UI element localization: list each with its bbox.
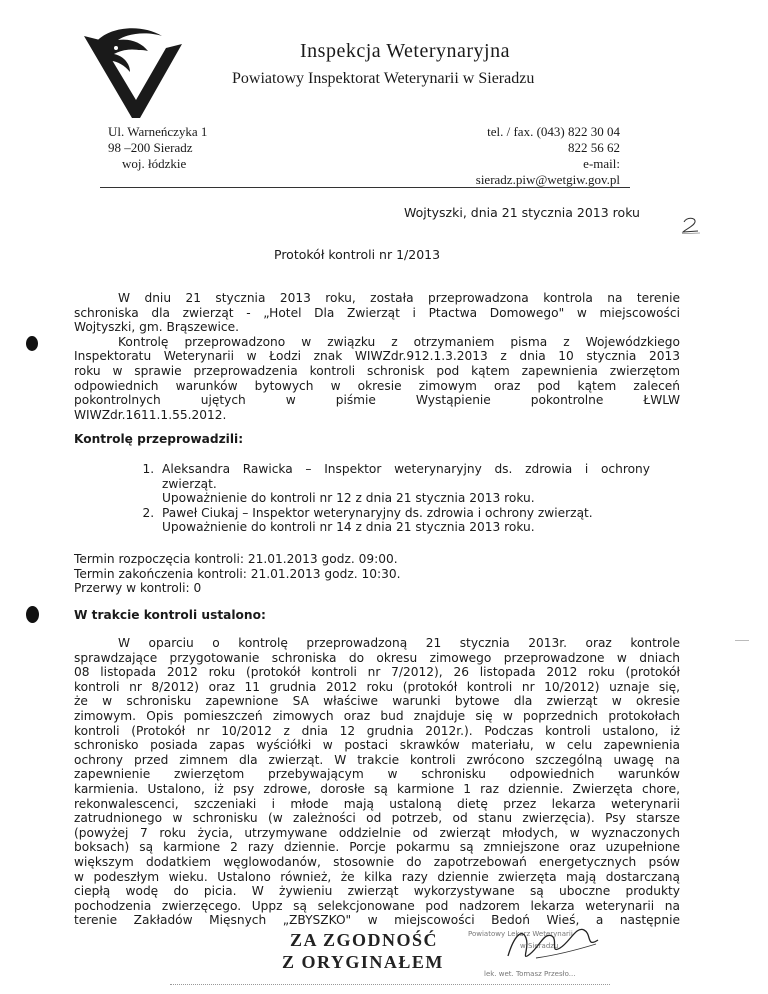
findings-paragraph (74, 636, 680, 928)
text-line: pokontrolnych ujętych w piśmie Wystąpienie pokontrolne ŁWLW (74, 393, 680, 408)
protocol-title: Protokół kontroli nr 1/2013 (274, 247, 441, 262)
official-stamp-text: lek. wet. Tomasz Przesło... (484, 970, 576, 978)
org-subtitle: Powiatowy Inspektorat Weterynarii w Sieradzu (232, 70, 535, 87)
timing-line: Termin zakończenia kontroli: 21.01.2013 godz. 10:30. (74, 566, 401, 581)
text-line: zapewnienie zwierzętom przebywającym w schronisku odpowiednich warunków (74, 767, 680, 782)
text-line: kontroli (Protokół nr 10/2012 z dnia 12 grudnia 2012r.). Podczas kontroli ustalono, iż (74, 723, 680, 738)
contact-line: tel. / fax. (043) 822 30 04 (487, 124, 620, 139)
certified-copy-stamp-line: ZA ZGODNOŚĆ (290, 930, 439, 950)
certified-copy-stamp-line: Z ORYGINAŁEM (282, 952, 444, 972)
text-line: W dniu 21 stycznia 2013 roku, została przeprowadzona kontrola na terenie (118, 291, 680, 305)
header-divider (100, 187, 630, 188)
authorization-line: Upoważnienie do kontroli nr 12 z dnia 21 stycznia 2013 roku. (162, 491, 535, 506)
text-line: terenie Zakładów Mięsnych „ZBYSZKO" w miejscowości Bedoń Wieś, a następnie (74, 913, 680, 928)
margin-artifact (735, 640, 749, 641)
text-line: zwierząt. (162, 476, 217, 491)
text-line: Wojtyszki, gm. Brąszewice. (74, 320, 239, 335)
text-line: zatrudnionego w schronisku (w zależności od potrzeb, od stanu zwierzęcia). Psy starsze (74, 811, 680, 826)
text-line: ciepłą wodę do picia. W żywieniu zwierząt wykorzystywane są uboczne produkty (74, 884, 680, 899)
text-line: sprawdzające przygotowanie schroniska do okresu zimowego przeprowadzone w dniach (74, 650, 680, 665)
text-line: odpowiednich warunków bytowych w okresie zimowym oraz pod kątem zaleceń (74, 378, 680, 393)
handwritten-page-number (680, 216, 702, 234)
timing-line: Termin rozpoczęcia kontroli: 21.01.2013 godz. 09:00. (74, 552, 398, 566)
timing-block (74, 552, 680, 596)
contact-line: e-mail: sieradz.piw@wetgiw.gov.pl (475, 156, 620, 187)
text-line: roku w sprawie przeprowadzenia kontroli schronisk pod kątem zapewnienia zwierzętom (74, 363, 680, 378)
findings-heading: W trakcie kontroli ustalono: (74, 608, 266, 622)
veterinary-logo (70, 22, 190, 122)
inspector-item (158, 506, 650, 535)
bottom-edge-artifact (170, 984, 610, 985)
text-line: 2. Paweł Ciukaj – Inspektor weterynaryjny ds. zdrowia i ochrony zwierząt. (162, 505, 593, 520)
text-line: (powyżej 7 roku życia, utrzymywane oddzielnie od zwierząt młodych, w wyznaczonych (74, 825, 680, 840)
dateline: Wojtyszki, dnia 21 stycznia 2013 roku (404, 205, 640, 220)
punch-hole-mark (26, 606, 39, 623)
contact-line: 822 56 62 (568, 140, 620, 155)
text-line: że w schronisku zapewnione SA właściwe warunki bytowe dla zwierząt w okresie (74, 694, 680, 709)
text-line: 1. Aleksandra Rawicka – Inspektor weterynaryjny ds. zdrowia i ochrony (162, 462, 650, 476)
text-line: boksach) są karmione 2 razy dziennie. Porcje pokarmu są zmniejszone oraz uzupełnione (74, 840, 680, 855)
address-block (108, 124, 268, 172)
text-line: WIWZdr.1611.1.55.2012. (74, 407, 227, 422)
text-line: Kontrolę przeprowadzono w związku z otrzymaniem pisma z Wojewódzkiego (118, 334, 680, 349)
text-line: schroniska dla zwierząt - „Hotel Dla Zwierząt i Ptactwa Domowego" w miejscowości (74, 305, 680, 320)
text-line: kontroli nr 8/2012) oraz 11 grudnia 2012 roku (protokół kontroli nr 10/2012) uznaje się, (74, 679, 680, 694)
handwritten-signature (500, 918, 610, 968)
org-title: Inspekcja Weterynaryjna (300, 40, 510, 62)
inspectors-list (130, 462, 650, 535)
text-line: 08 listopada 2012 roku (protokół kontroli nr 7/2012), 26 listopada 2012 roku (protokół (74, 665, 680, 680)
address-line: Ul. Warneńczyka 1 (108, 124, 208, 139)
text-line: pochodzenia zwierzęcego. Uppz są selekcjonowane pod nadzorem lekarza weterynarii na (74, 898, 680, 913)
address-line: 98 –200 Sieradz (108, 140, 193, 155)
punch-hole-mark (26, 336, 38, 351)
text-line: W oparciu o kontrolę przeprowadzoną 21 stycznia 2013r. oraz kontrole (118, 636, 680, 650)
official-stamp-text: w Sieradzu (520, 942, 559, 950)
address-line: woj. łódzkie (122, 156, 187, 171)
intro-paragraph (74, 291, 680, 422)
text-line: w podeszłym wieku. Ustalono również, że kilka razy dziennie zwierzęta mają dostarczaną (74, 869, 680, 884)
contact-block (436, 124, 620, 188)
text-line: Inspektoratu Weterynarii w Łodzi znak WIWZdr.912.1.3.2013 z dnia 10 stycznia 2013 (74, 349, 680, 364)
inspector-item (158, 462, 650, 506)
official-stamp-text: Powiatowy Lekarz Weterynarii (468, 930, 573, 938)
text-line: schronisko posiada zapas wyściółki w postaci skrawków materiału, w celu zapewnienia (74, 738, 680, 753)
inspectors-heading: Kontrolę przeprowadzili: (74, 432, 244, 446)
text-line: rekonwalescenci, szczeniaki i młode mają ustaloną dietę przez lekarza weterynarii (74, 796, 680, 811)
text-line: ochrony przed zimnem dla zwierząt. W trakcie kontroli zwrócono szczególną uwagę na (74, 752, 680, 767)
authorization-line: Upoważnienie do kontroli nr 14 z dnia 21 stycznia 2013 roku. (162, 520, 535, 535)
text-line: karmienia. Ustalono, iż psy zdrowe, dorosłe są karmione 1 raz dziennie. Zwierzęta chore, (74, 781, 680, 796)
text-line: większym dodatkiem węglowodanów, stosownie do zapotrzebowań energetycznych psów (74, 854, 680, 869)
text-line: zimowym. Opis pomieszczeń zimowych oraz bud znajduje się w poprzednich protokołach (74, 708, 680, 723)
timing-line: Przerwy w kontroli: 0 (74, 581, 202, 596)
